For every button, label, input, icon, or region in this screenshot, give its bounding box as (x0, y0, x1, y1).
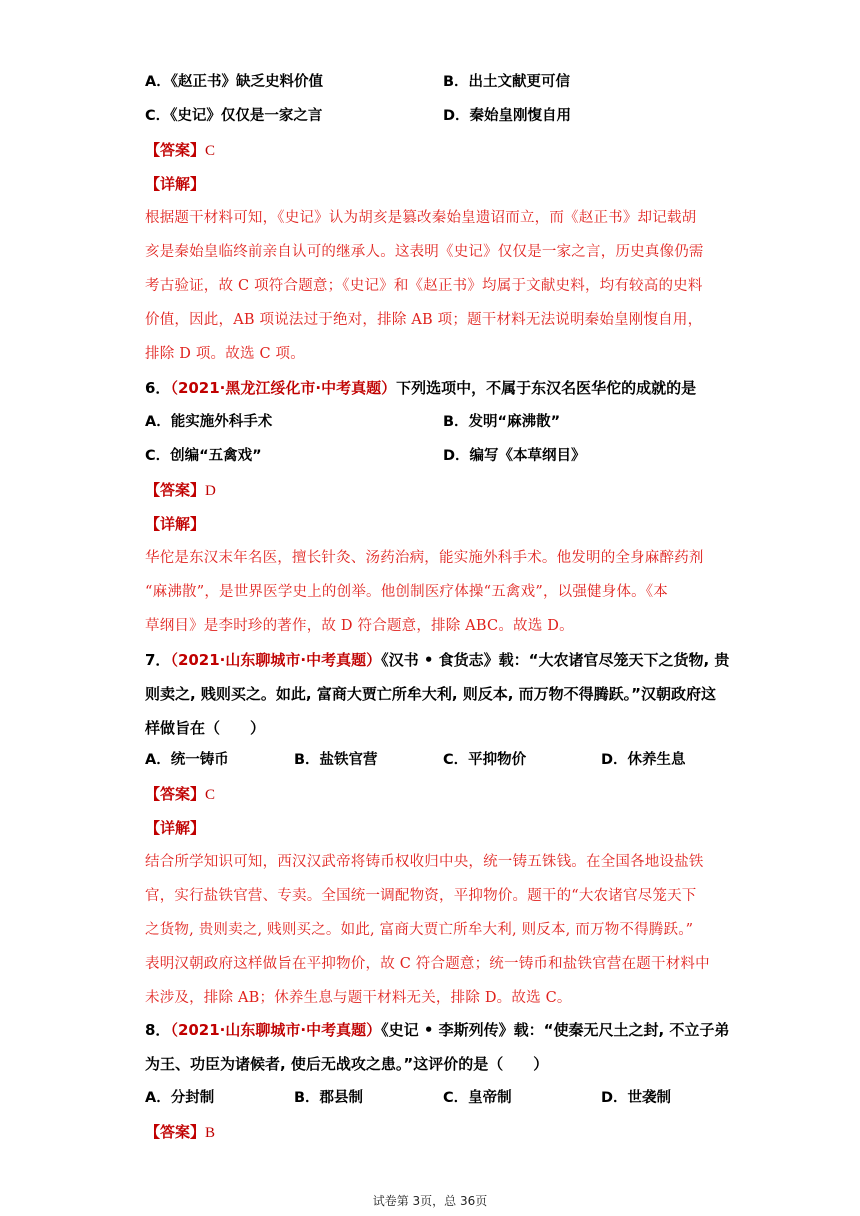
answer-value: C (205, 143, 216, 159)
q8-option-c: C．皇帝制 (443, 1090, 512, 1106)
q6-option-b: B．发明“麻沸散” (443, 414, 561, 430)
q5-explain-line: 根据题干材料可知，《史记》认为胡亥是篡改秦始皇遗诏而立，而《赵正书》却记载胡 (145, 210, 697, 226)
question-number: 7． (145, 651, 171, 669)
q6-option-c: C．创编“五禽戏” (145, 448, 262, 464)
q7-stem (145, 650, 729, 670)
q6-option-d: D．编写《本草纲目》 (443, 448, 586, 464)
q7-explain-line: 之货物, 贵则卖之, 贱则买之。如此, 富商大贾亡所牟大利, 则反本, 而万物不得腾跃。” (145, 922, 694, 938)
q6-stem (145, 378, 696, 398)
q7-answer (145, 784, 215, 805)
question-text: 《史记 • 李斯列传》载：“使秦无尺土之封, 不立子弟 (381, 1021, 730, 1039)
q7-explain-line: 结合所学知识可知，西汉汉武帝将铸币权收归中央，统一铸五铢钱。在全国各地设盐铁 (145, 854, 704, 870)
q6-explain-line: 华佗是东汉末年名医，擅长针灸、汤药治病，能实施外科手术。他发明的全身麻醉药剂 (145, 550, 704, 566)
q8-option-b: B．郡县制 (294, 1090, 364, 1106)
q7-stem-line: 则卖之, 贱则买之。如此, 富商大贾亡所牟大利, 则反本, 而万物不得腾跃。”汉朝政府这 (145, 685, 717, 703)
question-number: 8． (145, 1021, 171, 1039)
q5-option-c: C．《史记》仅仅是一家之言 (145, 108, 323, 124)
question-source: （2021·山东聊城市·中考真题） (170, 651, 382, 669)
q6-explain-tag: 【详解】 (145, 515, 206, 533)
q5-option-b: B．出土文献更可信 (443, 74, 571, 90)
answer-value: D (205, 483, 216, 499)
q7-explain-line: 未涉及，排除 AB；休养生息与题干材料无关，排除 D。故选 C。 (145, 990, 572, 1006)
q7-option-d: D．休养生息 (601, 752, 686, 768)
q5-option-d: D．秦始皇刚愎自用 (443, 108, 572, 124)
answer-tag: 【答案】 (145, 785, 206, 803)
q7-option-c: C．平抑物价 (443, 752, 527, 768)
q5-explain-line: 考古验证，故 C 项符合题意；《史记》和《赵正书》均属于文献史料，均有较高的史料 (145, 278, 703, 294)
q7-option-a: A．统一铸币 (145, 752, 229, 768)
q8-stem-line: 为王、功臣为诸候者, 使后无战攻之患。”这评价的是（ ） (145, 1055, 549, 1073)
q5-option-a: A．《赵正书》缺乏史料价值 (145, 74, 323, 90)
page-footer: 试卷第 3页，总 36页 (372, 1194, 488, 1208)
question-source: （2021·山东聊城市·中考真题） (170, 1021, 382, 1039)
q7-option-b: B．盐铁官营 (294, 752, 378, 768)
answer-tag: 【答案】 (145, 481, 206, 499)
q5-explain-line: 排除 D 项。故选 C 项。 (145, 346, 305, 362)
q8-stem (145, 1020, 729, 1040)
answer-value: B (205, 1125, 216, 1141)
q5-explain-line: 价值，因此，AB 项说法过于绝对，排除 AB 项；题干材料无法说明秦始皇刚愎自用， (145, 312, 703, 328)
q6-explain-line: “麻沸散”，是世界医学史上的创举。他创制医疗体操“五禽戏”，以强健身体。《本 (145, 584, 668, 600)
q7-stem-line: 样做旨在（ ） (145, 719, 266, 737)
q8-option-d: D．世袭制 (601, 1090, 672, 1106)
question-number: 6． (145, 379, 171, 397)
q6-answer (145, 480, 216, 501)
answer-tag: 【答案】 (145, 1123, 206, 1141)
q8-answer (145, 1122, 215, 1143)
q8-option-a: A．分封制 (145, 1090, 215, 1106)
q7-explain-line: 表明汉朝政府这样做旨在平抑物价，故 C 符合题意；统一铸币和盐铁官营在题干材料中 (145, 956, 710, 972)
q5-explain-tag: 【详解】 (145, 175, 206, 193)
q6-option-a: A．能实施外科手术 (145, 414, 273, 430)
q7-explain-tag: 【详解】 (145, 819, 206, 837)
q5-answer (145, 140, 215, 161)
q6-explain-line: 草纲目》是李时珍的著作，故 D 符合题意，排除 ABC。故选 D。 (145, 618, 574, 634)
q7-explain-line: 官，实行盐铁官营、专卖。全国统一调配物资，平抑物价。题干的“大农诸官尽笼天下 (145, 888, 697, 904)
question-text: 《汉书 • 食货志》载：“大农诸官尽笼天下之货物, 贵 (381, 651, 730, 669)
question-source: （2021·黑龙江绥化市·中考真题） (170, 379, 397, 397)
q5-explain-line: 亥是秦始皇临终前亲自认可的继承人。这表明《史记》仅仅是一家之言，历史真像仍需 (145, 244, 704, 260)
answer-tag: 【答案】 (145, 141, 206, 159)
question-text: 下列选项中，不属于东汉名医华佗的成就的是 (396, 379, 697, 397)
answer-value: C (205, 787, 216, 803)
